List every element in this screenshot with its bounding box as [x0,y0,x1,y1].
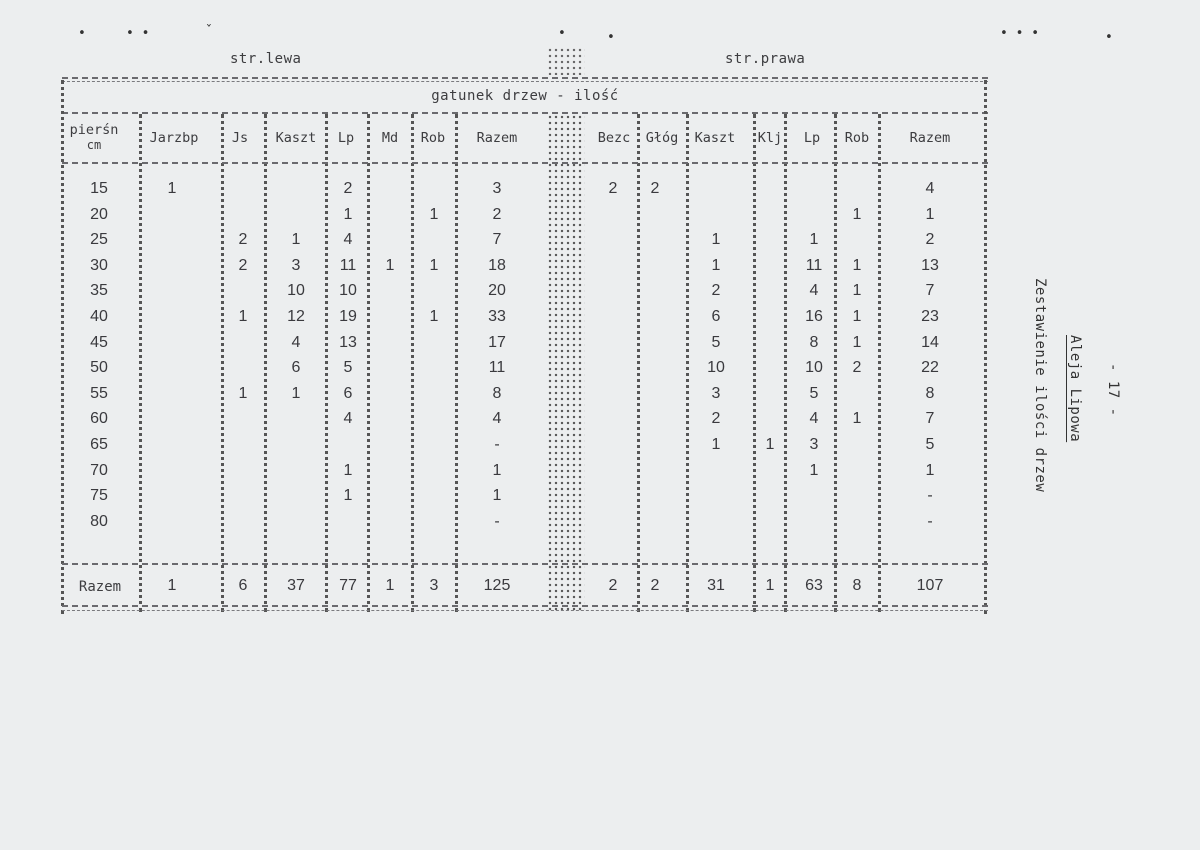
left-value-cell: 3 [291,256,301,274]
left-total-cell: 1 [385,577,395,594]
right-value-cell: 13 [921,256,939,274]
left-value-cell: 1 [429,205,439,223]
right-side-label: str.prawa [725,51,806,67]
left-column-header: Razem [476,130,518,146]
total-row-label: Razem [78,579,122,595]
right-value-cell: 1 [711,231,721,249]
right-value-cell: 2 [925,231,935,249]
table-bottom-rule [62,610,988,611]
punch-mark: • [558,26,566,41]
left-side-label: str.lewa [230,51,302,67]
diameter-cell: 65 [90,436,108,453]
left-value-cell: 1 [492,487,502,505]
title-rule [62,112,988,114]
left-value-cell: 2 [238,256,248,274]
right-column-header: Lp [803,130,821,146]
right-value-cell: 4 [809,282,819,300]
right-value-cell: 22 [921,359,939,377]
right-column-header: Klj [757,130,783,146]
left-total-cell: 3 [429,577,439,594]
right-value-cell: 5 [711,333,721,351]
table-title: gatunek drzew - ilość [431,88,619,104]
right-value-cell: 3 [711,384,721,402]
left-total-cell: 125 [483,577,511,594]
left-value-cell: 5 [343,359,353,377]
right-total-cell: 31 [707,577,725,594]
page-number: - 17 - [1105,363,1121,417]
total-rule [62,563,988,565]
left-value-cell: 11 [339,256,357,274]
right-value-cell: 2 [852,359,862,377]
left-column-header: Rob [420,130,446,146]
right-value-cell: 1 [852,333,862,351]
side-subtitle: Zestawienie ilości drzew [1032,278,1048,493]
right-value-cell: 1 [765,436,775,453]
header-rule [62,162,988,164]
punch-mark: • [78,26,86,41]
right-column-header: Kaszt [694,130,736,146]
side-title: Aleja Lipowa [1067,335,1083,443]
column-divider [221,114,224,612]
punch-mark: • • [126,26,150,41]
right-total-cell: 8 [852,577,862,594]
table-top-rule [62,81,988,82]
left-value-cell: 1 [343,461,353,479]
diameter-cell: 80 [90,512,108,530]
left-value-cell: 2 [343,180,353,197]
left-value-cell: 6 [291,359,301,377]
right-value-cell: 14 [921,333,939,351]
right-value-cell: 8 [925,384,935,402]
left-value-cell: - [494,436,500,453]
right-value-cell: 5 [925,436,935,453]
right-value-cell: 1 [711,436,721,453]
diameter-cell: 45 [90,333,108,351]
right-value-cell: 5 [809,384,819,402]
left-value-cell: 4 [343,231,353,249]
right-value-cell: 7 [925,282,935,300]
center-separator-top [547,47,585,75]
table-border-right [984,80,987,614]
right-total-cell: 2 [650,577,660,594]
left-value-cell: 3 [492,180,502,197]
diameter-cell: 50 [90,359,108,377]
diameter-header-line2: cm [86,138,102,152]
left-value-cell: 18 [488,256,506,274]
table-top-rule [62,77,988,79]
right-value-cell: 4 [809,410,819,428]
left-value-cell: 1 [291,384,301,402]
left-value-cell: 11 [488,359,506,377]
left-value-cell: 8 [492,384,502,402]
right-value-cell: - [927,487,933,505]
diameter-cell: 70 [90,461,108,479]
right-value-cell: 1 [711,256,721,274]
left-value-cell: 1 [167,180,177,197]
right-total-cell: 63 [805,577,823,594]
right-value-cell: 1 [852,205,862,223]
table-bottom-rule [62,605,988,607]
right-value-cell: 11 [805,256,823,274]
diameter-cell: 60 [90,410,108,428]
center-separator-column [547,114,585,612]
right-value-cell: 4 [925,180,935,197]
left-total-cell: 77 [339,577,357,594]
right-value-cell: - [927,512,933,530]
diameter-cell: 40 [90,308,108,325]
right-value-cell: 8 [809,333,819,351]
diameter-cell: 55 [90,384,108,402]
left-value-cell: 12 [287,308,305,325]
left-column-header: Js [231,130,249,146]
right-column-header: Bezc [597,130,631,146]
left-value-cell: 4 [291,333,301,351]
left-value-cell: 2 [238,231,248,249]
diameter-cell: 20 [90,205,108,223]
left-total-cell: 1 [167,577,177,594]
right-value-cell: 2 [711,282,721,300]
right-value-cell: 1 [809,231,819,249]
right-value-cell: 2 [711,410,721,428]
right-value-cell: 10 [805,359,823,377]
left-value-cell: 17 [488,333,506,351]
right-value-cell: 16 [805,308,823,325]
left-value-cell: 4 [343,410,353,428]
left-value-cell: 1 [429,256,439,274]
right-value-cell: 7 [925,410,935,428]
left-value-cell: 2 [492,205,502,223]
column-divider [264,114,267,612]
diameter-header-line1: pierśn [69,122,119,138]
left-value-cell: 10 [287,282,305,300]
diameter-cell: 75 [90,487,108,505]
left-value-cell: 6 [343,384,353,402]
right-total-cell: 107 [916,577,944,594]
punch-mark: ˇ [205,24,213,39]
table-border-left [61,80,64,614]
right-value-cell: 23 [921,308,939,325]
punch-mark: • • • [1000,26,1040,41]
right-value-cell: 1 [852,256,862,274]
left-value-cell: 1 [238,308,248,325]
punch-mark: • [607,30,615,45]
diameter-cell: 35 [90,282,108,300]
left-value-cell: 1 [385,256,395,274]
left-value-cell: 1 [429,308,439,325]
column-divider [455,114,458,612]
left-value-cell: 1 [343,205,353,223]
left-value-cell: 20 [488,282,506,300]
column-divider [411,114,414,612]
right-value-cell: 1 [852,282,862,300]
right-total-cell: 1 [765,577,775,594]
right-value-cell: 1 [852,308,862,325]
right-column-header: Razem [909,130,951,146]
left-value-cell: 1 [492,461,502,479]
left-value-cell: 13 [339,333,357,351]
left-value-cell: 1 [343,487,353,505]
right-value-cell: 1 [852,410,862,428]
left-column-header: Kaszt [275,130,317,146]
right-value-cell: 2 [650,180,660,197]
left-value-cell: 1 [238,384,248,402]
right-column-header: Rob [844,130,870,146]
left-column-header: Md [381,130,399,146]
left-total-cell: 6 [238,577,248,594]
right-value-cell: 1 [925,461,935,479]
right-total-cell: 2 [608,577,618,594]
left-total-cell: 37 [287,577,305,594]
column-divider [139,114,142,612]
right-column-header: Głóg [645,130,679,146]
diameter-header [64,122,124,152]
diameter-cell: 15 [90,180,108,197]
right-value-cell: 1 [809,461,819,479]
left-value-cell: 33 [488,308,506,325]
diameter-cell: 25 [90,231,108,249]
right-value-cell: 2 [608,180,618,197]
left-value-cell: - [494,512,500,530]
left-value-cell: 7 [492,231,502,249]
right-value-cell: 1 [925,205,935,223]
diameter-cell: 30 [90,256,108,274]
punch-mark: • [1105,30,1113,45]
left-column-header: Lp [337,130,355,146]
column-divider [753,114,756,612]
right-value-cell: 3 [809,436,819,453]
left-value-cell: 4 [492,410,502,428]
left-value-cell: 10 [339,282,357,300]
left-value-cell: 19 [339,308,357,325]
left-value-cell: 1 [291,231,301,249]
right-value-cell: 6 [711,308,721,325]
left-column-header: Jarzbp [149,130,199,146]
right-value-cell: 10 [707,359,725,377]
column-divider [784,114,787,612]
column-divider [686,114,689,612]
